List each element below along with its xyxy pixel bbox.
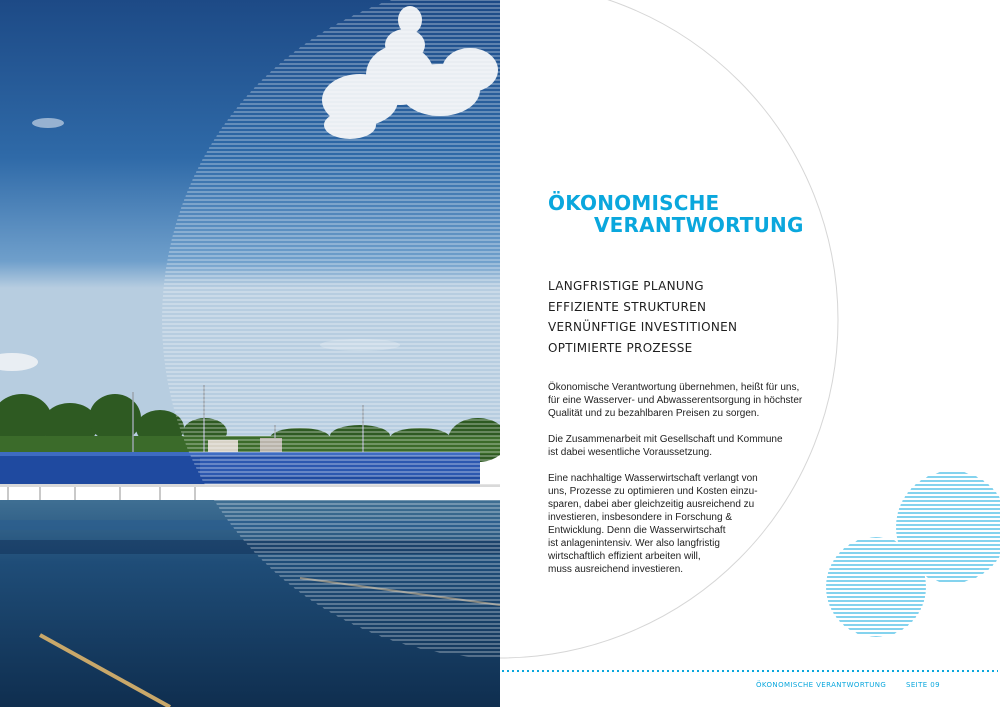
paragraph: [548, 433, 818, 459]
body-text: [548, 381, 818, 589]
text-line: uns, Prozesse zu optimieren und Kosten einzu-: [548, 486, 758, 497]
text-line: für eine Wasserver- und Abwasserentsorgung in höchster: [548, 395, 803, 406]
text-line: Ökonomische Verantwortung übernehmen, heißt für uns,: [548, 382, 800, 393]
text-line: muss ausreichend investieren.: [548, 564, 684, 575]
text-line: sparen, dabei aber gleichzeitig ausreichend zu: [548, 499, 755, 510]
striped-bubbles-decoration: [820, 465, 1000, 640]
text-line: Qualität und zu bezahlbaren Preisen zu sorgen.: [548, 408, 760, 419]
keyword-list: [548, 276, 737, 358]
keyword-item: OPTIMIERTE PROZESSE: [548, 340, 693, 355]
keyword-item: LANGFRISTIGE PLANUNG: [548, 279, 704, 293]
text-line: investieren, insbesondere in Forschung &: [548, 512, 732, 523]
text-line: wirtschaftlich effizient arbeiten will,: [548, 551, 701, 562]
page-title: [548, 192, 804, 236]
page-title-line-2: VERANTWORTUNG: [594, 213, 804, 237]
footer-section-title: ÖKONOMISCHE VERANTWORTUNG: [756, 681, 887, 689]
text-line: Entwicklung. Denn die Wasserwirtschaft: [548, 525, 726, 536]
page-title-line-1: ÖKONOMISCHE: [548, 191, 720, 215]
paragraph: [548, 381, 818, 420]
text-line: ist anlagenintensiv. Wer also langfristig: [548, 538, 720, 549]
text-line: ist dabei wesentliche Voraussetzung.: [548, 447, 712, 458]
keyword-item: EFFIZIENTE STRUKTUREN: [548, 299, 707, 314]
page-number: SEITE 09: [906, 681, 940, 689]
text-line: Die Zusammenarbeit mit Gesellschaft und Kommune: [548, 434, 783, 445]
text-line: Eine nachhaltige Wasserwirtschaft verlangt von: [548, 473, 758, 484]
paragraph: [548, 472, 818, 576]
keyword-item: VERNÜNFTIGE INVESTITIONEN: [548, 320, 738, 334]
footer-dotted-rule: [500, 669, 1000, 673]
